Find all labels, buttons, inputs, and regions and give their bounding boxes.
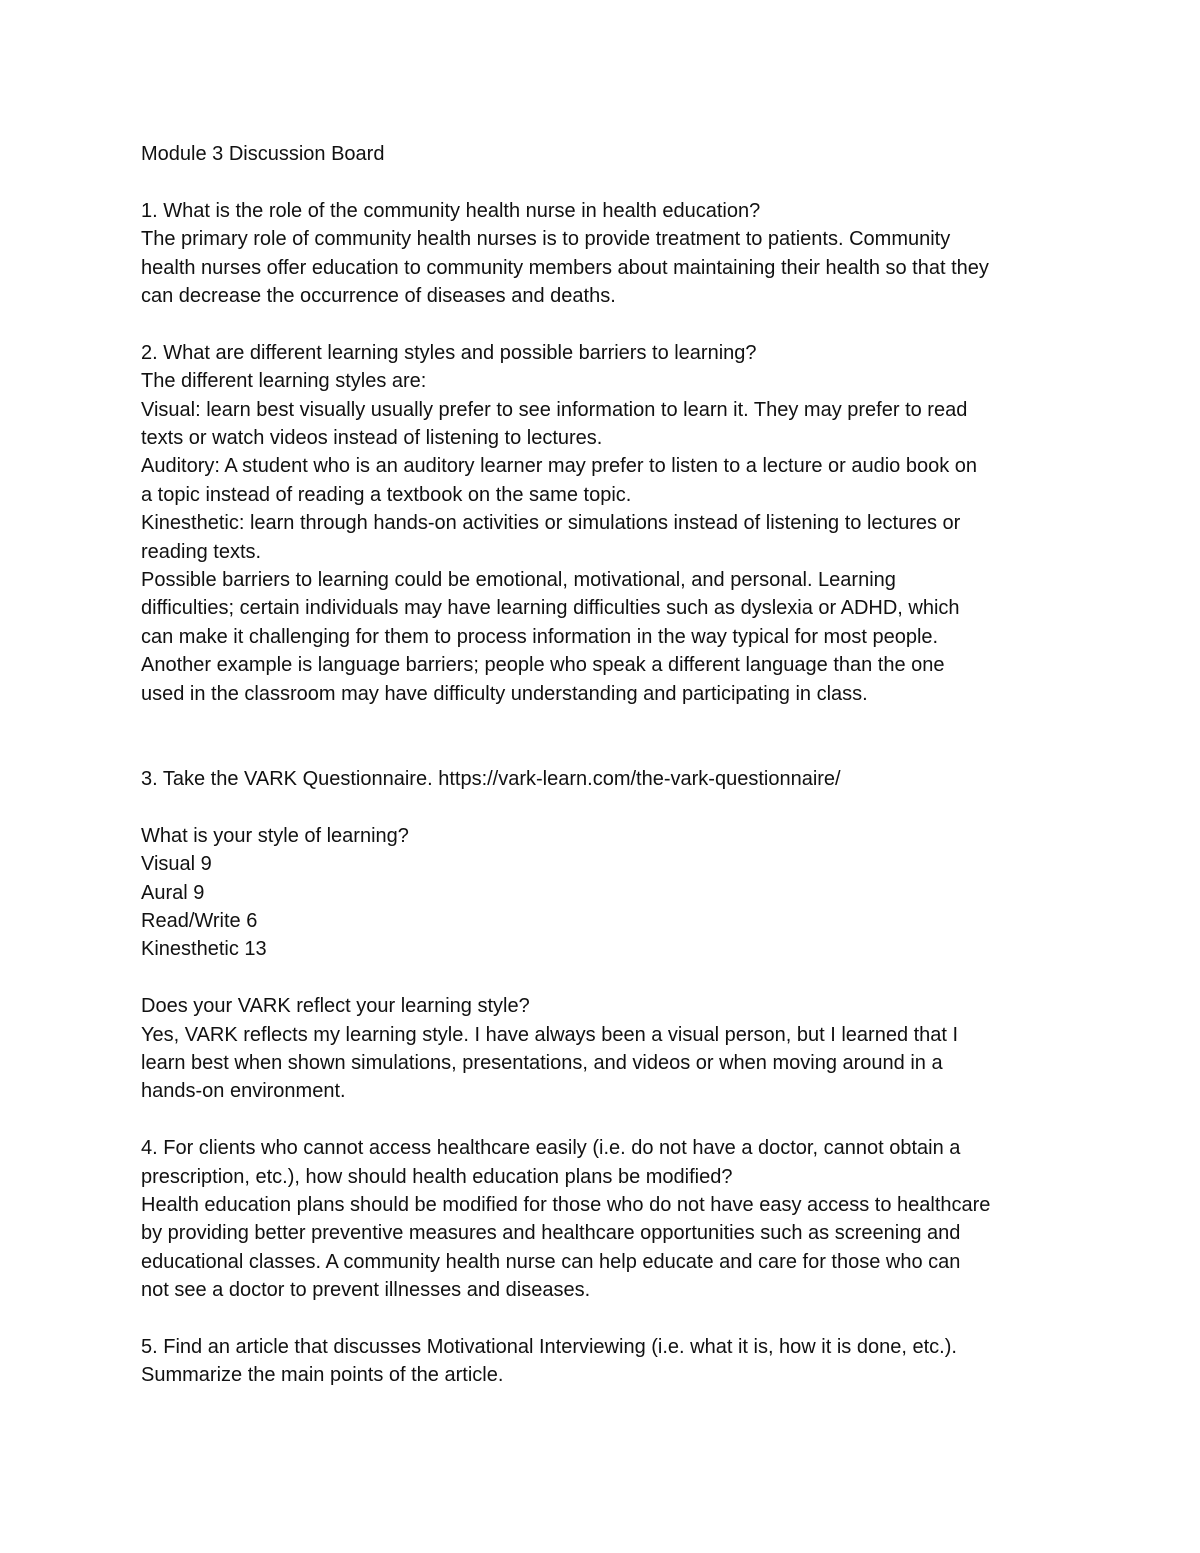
answer-2-line: used in the classroom may have difficulty understanding and participating in class. [141, 682, 868, 705]
spacer [141, 168, 1071, 196]
vark-score-read-write: Read/Write 6 [141, 909, 258, 932]
document-title: Module 3 Discussion Board [141, 143, 385, 165]
question-4-line: prescription, etc.), how should health education plans be modified? [141, 1165, 733, 1188]
answer-2-line: can make it challenging for them to process information in the way typical for most people. [141, 625, 939, 648]
question-5-line: 5. Find an article that discusses Motivational Interviewing (i.e. what it is, how it is done, etc.). [141, 1335, 957, 1358]
question-3-sub-1: What is your style of learning? [141, 824, 409, 847]
answer-1-line: The primary role of community health nurses is to provide treatment to patients. Community [141, 228, 951, 251]
answer-4-line: by providing better preventive measures and healthcare opportunities such as screening and [141, 1222, 961, 1245]
question-4-line: 4. For clients who cannot access healthcare easily (i.e. do not have a doctor, cannot obtain a [141, 1137, 961, 1160]
answer-4-line: educational classes. A community health nurse can help educate and care for those who can [141, 1250, 961, 1273]
question-3: 3. Take the VARK Questionnaire. https://vark-learn.com/the-vark-questionnaire/ [141, 767, 841, 790]
document-body [141, 140, 1071, 1390]
answer-2-line: Kinesthetic: learn through hands-on activities or simulations instead of listening to lectures or [141, 512, 961, 535]
answer-2-line: Visual: learn best visually usually prefer to see information to learn it. They may prefer to read [141, 398, 968, 421]
vark-score-kinesthetic: Kinesthetic 13 [141, 938, 267, 961]
answer-2-line: Possible barriers to learning could be emotional, motivational, and personal. Learning [141, 569, 896, 592]
answer-4-line: not see a doctor to prevent illnesses and diseases. [141, 1279, 591, 1302]
answer-2-line: Auditory: A student who is an auditory learner may prefer to listen to a lecture or audio book on [141, 455, 978, 478]
question-3-sub-2: Does your VARK reflect your learning style? [141, 995, 530, 1018]
answer-2-line: Another example is language barriers; people who speak a different language than the one [141, 654, 945, 677]
answer-3-line: Yes, VARK reflects my learning style. I have always been a visual person, but I learned that I [141, 1023, 959, 1046]
vark-score-aural: Aural 9 [141, 881, 205, 904]
question-2: 2. What are different learning styles and possible barriers to learning? [141, 341, 757, 364]
spacer [141, 1106, 1071, 1134]
answer-1-line: can decrease the occurrence of diseases and deaths. [141, 285, 616, 308]
spacer [141, 310, 1071, 338]
answer-2-line: a topic instead of reading a textbook on the same topic. [141, 483, 632, 506]
answer-3-line: learn best when shown simulations, presentations, and videos or when moving around in a [141, 1051, 943, 1074]
answer-2-line: difficulties; certain individuals may have learning difficulties such as dyslexia or ADHD, which [141, 597, 960, 620]
answer-4-line: Health education plans should be modified for those who do not have easy access to healthcare [141, 1193, 991, 1216]
question-5-line: Summarize the main points of the article. [141, 1364, 504, 1387]
spacer [141, 793, 1071, 821]
answer-2-line: reading texts. [141, 540, 262, 563]
vark-score-visual: Visual 9 [141, 853, 212, 876]
answer-1-line: health nurses offer education to community members about maintaining their health so that they [141, 256, 989, 279]
question-1: 1. What is the role of the community health nurse in health education? [141, 199, 761, 222]
answer-2-line: The different learning styles are: [141, 370, 427, 393]
answer-2-line: texts or watch videos instead of listening to lectures. [141, 427, 603, 450]
spacer [141, 708, 1071, 765]
answer-3-line: hands-on environment. [141, 1080, 346, 1103]
spacer [141, 1305, 1071, 1333]
spacer [141, 964, 1071, 992]
